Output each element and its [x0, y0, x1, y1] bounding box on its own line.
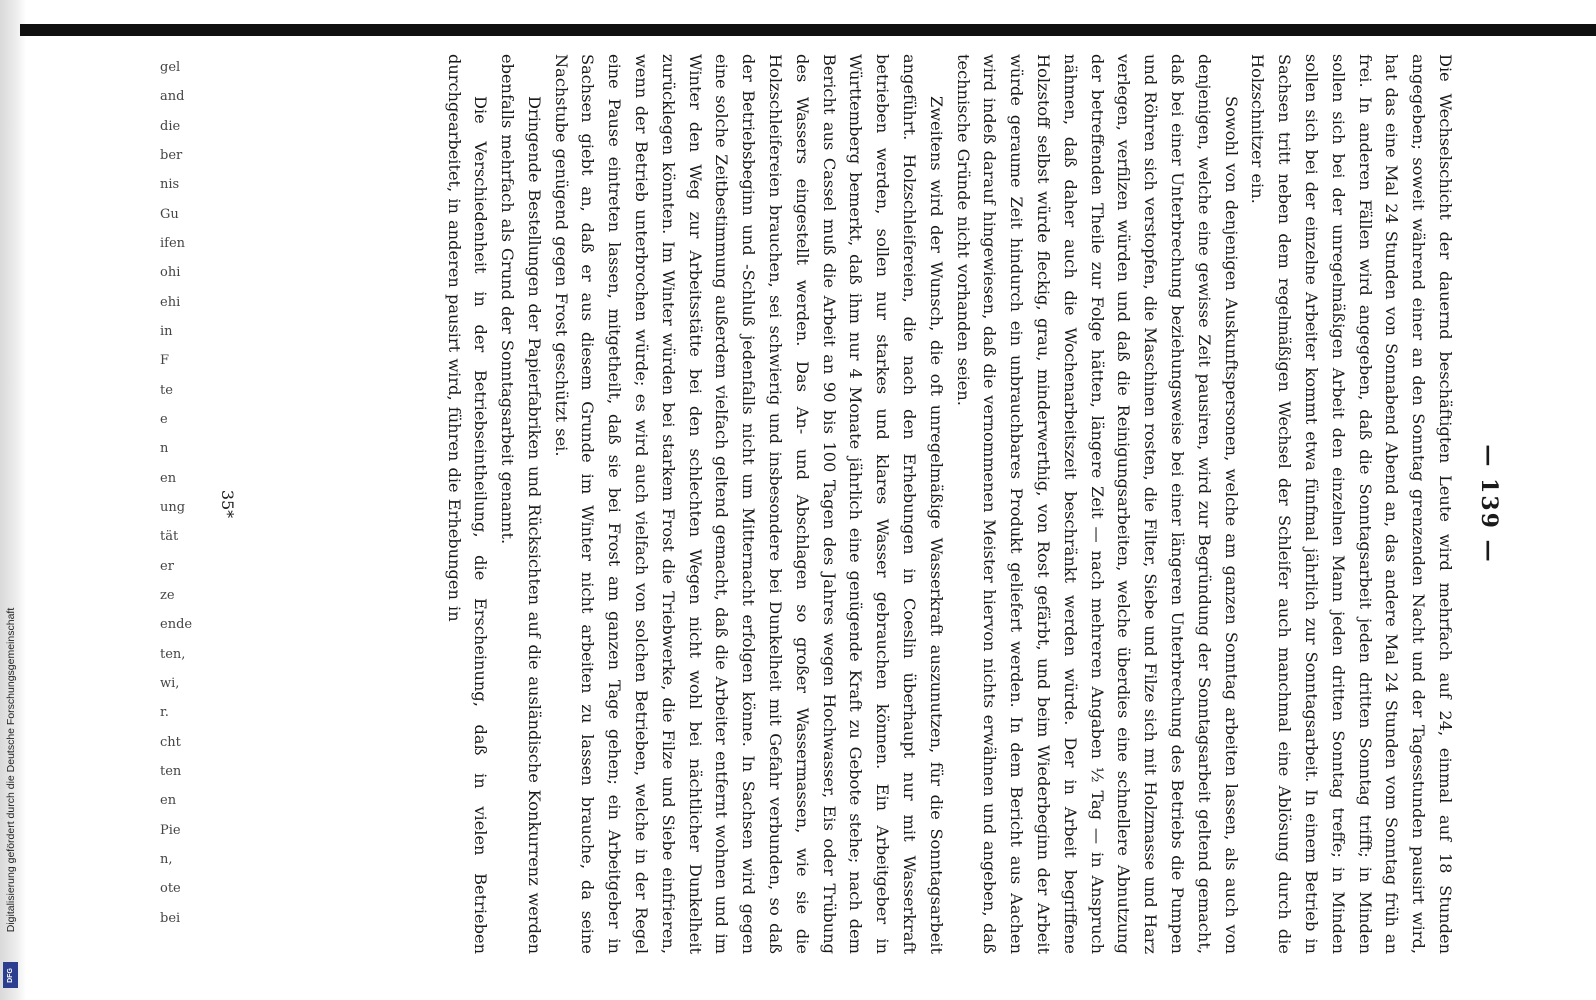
- gutter-fragment: en: [160, 470, 177, 486]
- gutter-fragment: and: [160, 89, 185, 105]
- printed-page: [190, 44, 1510, 964]
- gutter-fragment: tät: [160, 529, 179, 545]
- gutter-fragment: r.: [160, 705, 169, 721]
- gutter-fragment: ze: [160, 588, 175, 603]
- gutter-fragment: ten: [160, 764, 182, 779]
- gutter-fragment: ifen: [160, 236, 186, 251]
- gutter-fragment: bei: [160, 910, 181, 926]
- gutter-fragment: n: [160, 441, 169, 457]
- gutter-fragment: cht: [160, 734, 181, 750]
- gutter-fragment: er: [160, 558, 174, 574]
- gutter-fragment: n,: [160, 852, 173, 867]
- facing-page-gutter: [160, 60, 193, 970]
- gutter-fragment: Gu: [160, 206, 179, 222]
- gutter-fragment: ung: [160, 500, 186, 515]
- paragraph: Die Wechselschicht der dauernd beschäftigten Leute wird mehrfach auf 24, einmal auf 18 Stunden angegeben; soweit während einer an den Sonntag grenzenden Nacht und der Tagesstunden pausirt wird, hat das eine Mal 24 Stunden von Sonnabend Abend an, das andere Mal 24 Stunden vom Sonntag früh an frei. In anderen Fällen wird angegeben, daß die Sonntagsarbeit jeden dritten Sonntag trifft; in Minden sollen sich bei der unregelmäßigen Arbeit den einzelnen Mann jeden dritten Sonntag treffe; in Minden sollen sich bei der einzelne Arbeiter kommt etwa fünfmal jährlich zur Sonntagsarbeit. In einem Betrieb in Sachsen tritt neben dem regelmäßigen Wechsel der Schleifer auch manchmal eine Ablösung durch die Holzschnitzer ein.: [1248, 54, 1455, 954]
- gutter-fragment: ehi: [160, 294, 181, 310]
- gutter-fragment: en: [160, 793, 177, 809]
- gutter-fragment: Pie: [160, 822, 181, 838]
- dfg-logo: [3, 962, 18, 988]
- gutter-fragment: in: [160, 324, 173, 339]
- paragraph: Zweitens wird der Wunsch, die oft unregelmäßige Wasserkraft auszunutzen, für die Sonntagsarbeit angeführt. Holzschleifereien, die nach den Erhebungen in Coeslin überhaupt nur mit Wasserkraft betrieben werden, sollen nur starkes und klares Wasser gebrauchen können. Ein Arbeitgeber in Württemberg bemerkt, daß ihm nur 4 Monate jährlich eine genügende Kraft zu Gebote stehe; nach dem Bericht aus Cassel muß die Arbeit an 90 bis 100 Tagen des Jahres wegen Hochwasser, Eis oder Trübung des Wassers eingestellt werden. Das An- und Abschlagen so großer Wassermassen, wie sie die Holzschleifereien brauchen, sei schwierig und insbesondere bei Dunkelheit mit Gefahr verbunden, so daß der Betriebsbeginn und -Schluß jedenfalls nicht um Mitternacht erfolgen könne. In Sachsen wird gegen eine solche Zeitbestimmung außerdem vielfach geltend gemacht, daß die Arbeiter entfernt wohnen und im Winter den Weg zur Arbeitsstätte bei den schlechten Wegen nicht wohl bei nächtlicher Dunkelheit zurücklegen könnten. Im Winter würden bei starkem Frost die Triebwerke, die Filze und Siebe einfrieren, wenn der Betrieb unterbrochen würde; es wird auch vielfach von solchen Betrieben, welche in der Regel eine Pause eintreten lassen, mitgetheilt, daß sie bei Frost am ganzen Tage gehen; ein Arbeitgeber in Sachsen giebt an, daß er aus diesem Grunde im Winter nicht arbeiten zu lassen brauche, da seine Nachstube genügend gegen Frost geschützt sei.: [551, 54, 946, 954]
- gutter-fragment: ten,: [160, 646, 186, 662]
- printer-signature: 35*: [218, 489, 237, 519]
- page-content: [190, 44, 1510, 964]
- paragraph: Dringende Bestellungen der Papierfabriken und Rücksichten auf die ausländische Konkurrenz werden ebenfalls mehrfach als Grund der Sonntagsarbeit genannt.: [498, 54, 544, 954]
- digitization-credit: [2, 580, 20, 960]
- gutter-fragment: te: [160, 382, 173, 398]
- gutter-fragment: e: [160, 412, 168, 427]
- gutter-fragment: gel: [160, 60, 181, 75]
- gutter-fragment: ber: [160, 148, 183, 163]
- gutter-fragment: die: [160, 118, 181, 134]
- gutter-fragment: F: [160, 353, 170, 369]
- body-text: [260, 54, 1458, 954]
- paragraph: Die Verschiedenheit in der Betriebseintheilung, die Erscheinung, daß in vielen Betrieben durchgearbeitet, in anderen pausirt wird, führen die Erhebungen in: [444, 54, 491, 954]
- page-number: — 139 —: [1476, 444, 1502, 564]
- gutter-fragment: ende: [160, 617, 193, 633]
- gutter-fragment: wi,: [160, 676, 180, 691]
- scan-border-bar: [20, 24, 1596, 36]
- gutter-fragment: ote: [160, 881, 181, 897]
- paragraph: Sowohl von denjenigen Auskunftspersonen, welche am ganzen Sonntag arbeiten lassen, als auch von denjenigen, welche eine gewisse Zeit pausiren, wird zur Begründung der Sonntagsarbeit geltend gemacht, daß bei einer Unterbrechung beziehungsweise bei einer längeren Unterbrechung des Betriebs die Pumpen und Röhren sich verstopfen, die Maschinen rosten, die Filter, Siebe und Filze sich mit Holzmasse und Harz verlegen, verfilzen würden und daß die Reinigungsarbeiten, welche überdies eine schnellere Abnutzung der betreffenden Theile zur Folge hätten, längere Zeit — nach mehreren Angaben ½ Tag — in Anspruch nähmen, daß daher auch die Wochenarbeitszeit beschränkt werden würde. Der in Arbeit begriffene Holzstoff selbst würde fleckig, grau, minderwerthig, von Rost gefärbt, und beim Wiederbeginn der Arbeit würde geraume Zeit hindurch ein unbrauchbares Produkt geliefert werden. In dem Bericht aus Aachen wird indeß darauf hingewiesen, daß die vernommenen Meister hiervon nichts erwähnen und angeben, daß technische Gründe nicht vorhanden seien.: [953, 54, 1241, 954]
- dfg-logo-text: DFG: [7, 967, 14, 983]
- gutter-fragment: ohi: [160, 265, 181, 281]
- credit-text: Digitalisierung gefördert durch die Deutsche Forschungsgemeinschaft: [5, 607, 17, 933]
- gutter-fragment: nis: [160, 177, 180, 193]
